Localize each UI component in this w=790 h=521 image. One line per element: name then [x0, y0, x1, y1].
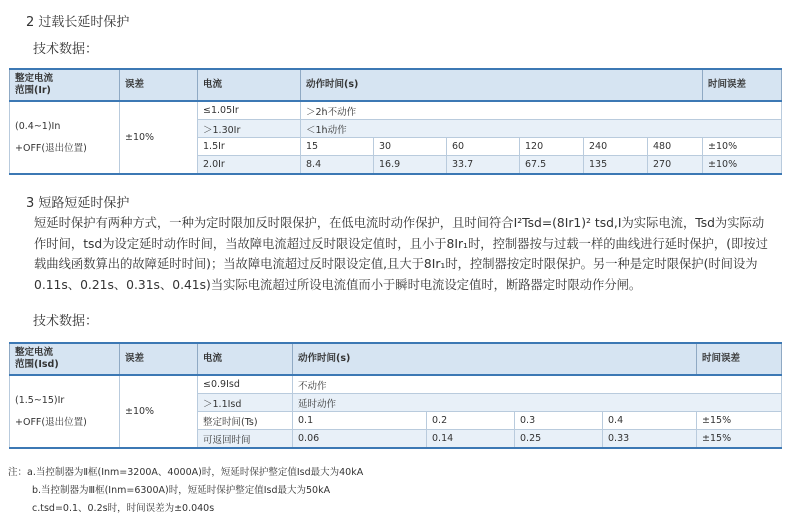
table-cell: 15 — [301, 138, 374, 156]
table-row: 不动作 — [293, 375, 782, 394]
table-cell: 2.0Ir — [198, 156, 301, 175]
table-row: ＞2h不动作 — [301, 101, 782, 120]
table-row: ＞1.30Ir — [198, 120, 301, 138]
note-c: c.tsd=0.1、0.2s时，时间误差为±0.040s — [32, 503, 215, 514]
header-action-time: 动作时间(s) — [293, 343, 697, 375]
table-cell: 30 — [374, 138, 447, 156]
section3-tech-label: 技术数据： — [33, 314, 99, 329]
range-cell: (1.5~15)Ir +OFF(退出位置) — [10, 375, 120, 448]
header-time-error: 时间误差 — [697, 343, 782, 375]
notes — [8, 464, 363, 518]
table-cell: 0.1 — [293, 412, 427, 430]
table-row: ＜1h动作 — [301, 120, 782, 138]
table-cell: 67.5 — [520, 156, 584, 175]
short-delay-table — [9, 342, 782, 449]
table-cell: 0.4 — [603, 412, 697, 430]
table-row: 延时动作 — [293, 394, 782, 412]
table-cell: 0.25 — [515, 430, 603, 449]
section2-tech-label: 技术数据： — [33, 42, 99, 57]
error-cell: ±10% — [120, 101, 198, 174]
table-row: ≤0.9Isd — [198, 375, 293, 394]
table-cell: 0.06 — [293, 430, 427, 449]
table-row: ≤1.05Ir — [198, 101, 301, 120]
table-cell: 240 — [584, 138, 648, 156]
table-cell: 整定时间(Ts) — [198, 412, 293, 430]
table-cell: ±10% — [703, 156, 782, 175]
table-cell: ±15% — [697, 412, 782, 430]
section3-paragraph: 短延时保护有两种方式，一种为定时限加反时限保护，在低电流时动作保护，且时间符合I²Tsd=(8Ir1)² tsd,I为实际电流，Tsd为实际动作时间，tsd为设定延时动作时间，当故障电流超过反时限设定值时，且小于8Ir₁时，控制器按与过载一样的曲线进行延时保护，(即按过载曲线函数算出的故障延时时间)；当故障电流超过反时限设定值,且大于8Ir₁时，控制器按定时限保护。另一种是定时限保护(时间设为0.11s、0.21s、0.31s、0.41s)当实际电流超过所设电流值而小于瞬时电流设定值时，断路器定时限动作分闸。 — [34, 216, 768, 292]
table-row: ＞1.1Isd — [198, 394, 293, 412]
section3-title: 3 短路短延时保护 — [26, 196, 130, 211]
header-error: 误差 — [120, 69, 198, 101]
range-cell: (0.4~1)In +OFF(退出位置) — [10, 101, 120, 174]
table-cell: 270 — [648, 156, 703, 175]
note-b: b.当控制器为Ⅲ框(Inm=6300A)时，短延时保护整定值Isd最大为50kA — [32, 485, 331, 496]
header-current: 电流 — [198, 69, 301, 101]
table-cell: 135 — [584, 156, 648, 175]
header-error: 误差 — [120, 343, 198, 375]
header-range: 整定电流 范围(Ir) — [10, 69, 120, 101]
header-time-error: 时间误差 — [703, 69, 782, 101]
table-cell: 120 — [520, 138, 584, 156]
table-cell: 1.5Ir — [198, 138, 301, 156]
header-current: 电流 — [198, 343, 293, 375]
table-cell: 0.14 — [427, 430, 515, 449]
table-cell: ±15% — [697, 430, 782, 449]
table-cell: 0.3 — [515, 412, 603, 430]
header-action-time: 动作时间(s) — [301, 69, 703, 101]
table-cell: 480 — [648, 138, 703, 156]
table-cell: 0.33 — [603, 430, 697, 449]
overload-table — [9, 68, 782, 175]
header-range: 整定电流 范围(Isd) — [10, 343, 120, 375]
table-cell: 16.9 — [374, 156, 447, 175]
table-cell: ±10% — [703, 138, 782, 156]
table-cell: 60 — [447, 138, 520, 156]
table-cell: 0.2 — [427, 412, 515, 430]
table-cell: 可返回时间 — [198, 430, 293, 449]
note-a: 注：a.当控制器为Ⅱ框(Inm=3200A、4000A)时，短延时保护整定值Isd最大为40kA — [8, 467, 364, 478]
table-cell: 8.4 — [301, 156, 374, 175]
error-cell: ±10% — [120, 375, 198, 448]
section2-title: 2 过载长延时保护 — [26, 15, 130, 30]
table-cell: 33.7 — [447, 156, 520, 175]
